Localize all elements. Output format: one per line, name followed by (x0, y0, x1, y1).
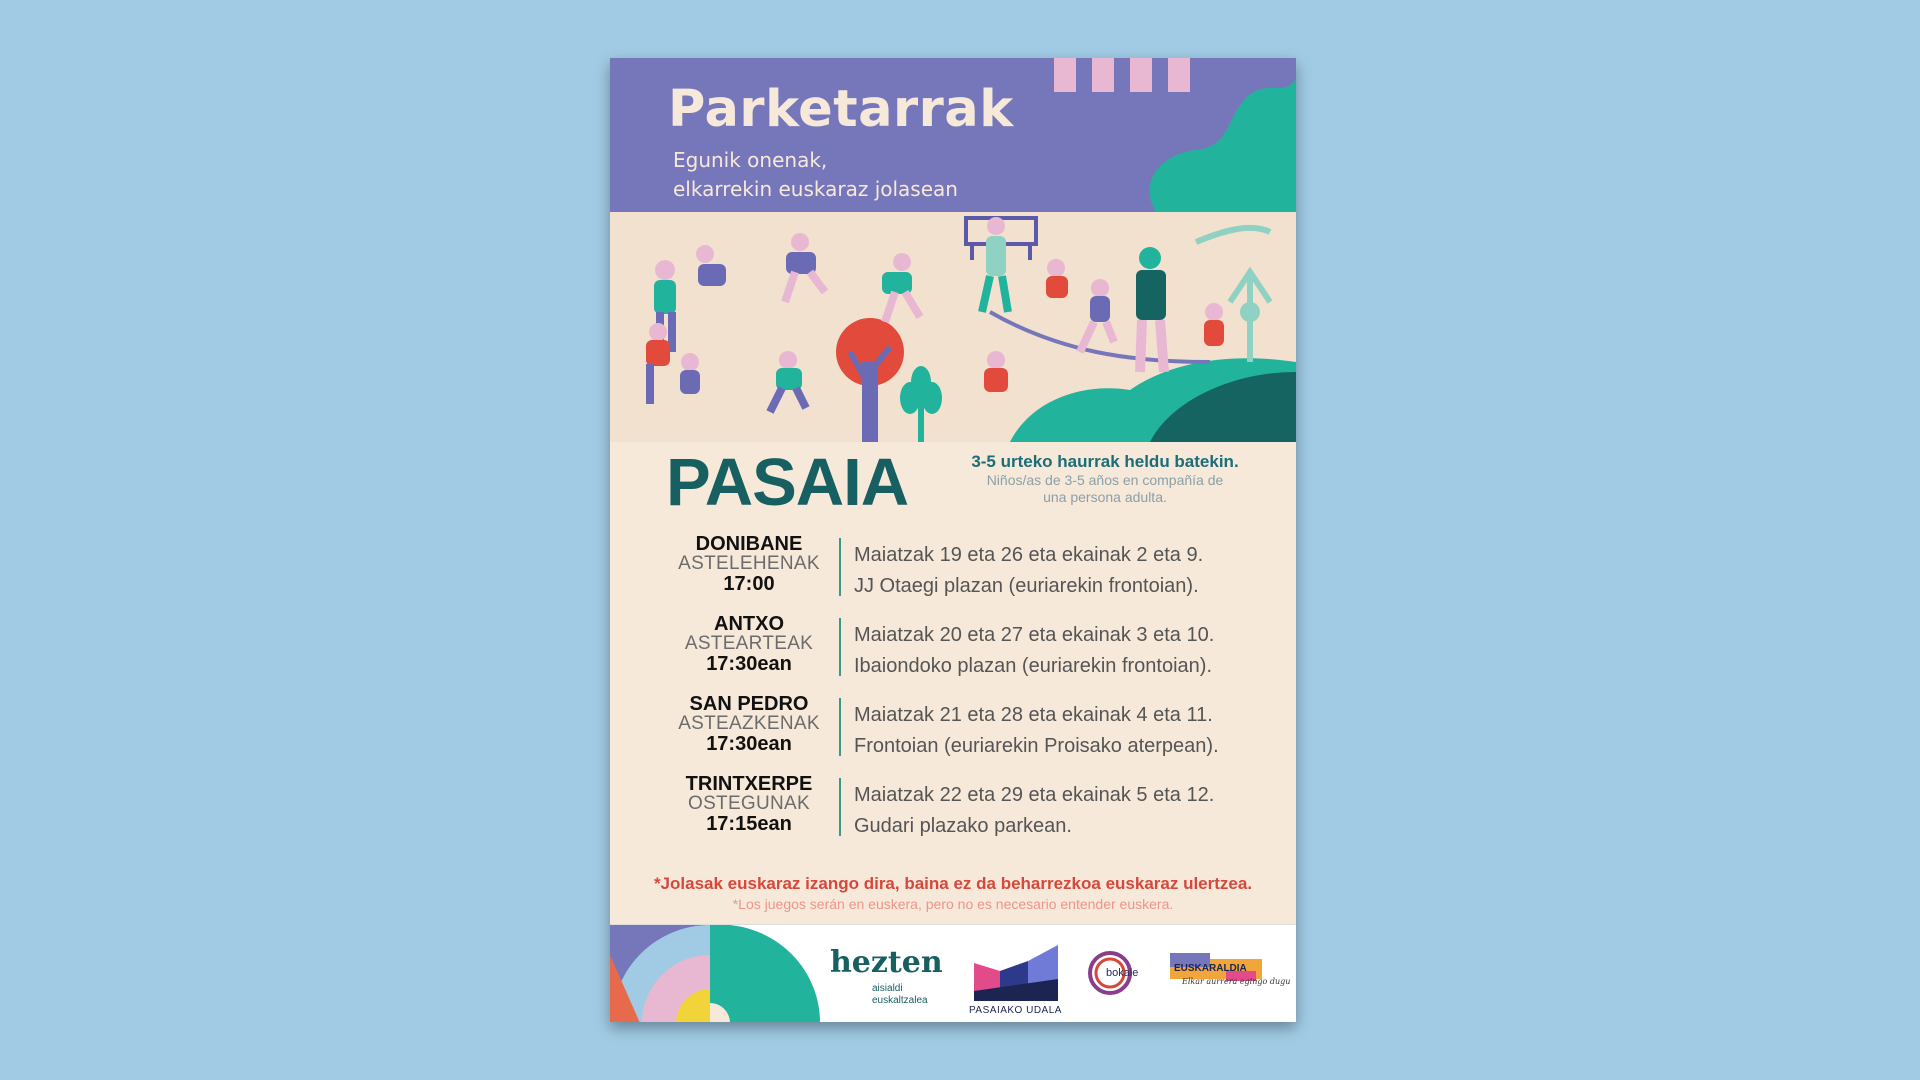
schedule-dates: Maiatzak 22 eta 29 eta ekainak 5 eta 12. (854, 784, 1215, 806)
schedule-day: ASTEAZKENAK (678, 713, 820, 734)
age-info-eu: 3-5 urteko haurrak heldu batekin. (971, 452, 1239, 471)
schedule-venue: JJ Otaegi plazan (euriarekin frontoian). (854, 575, 1199, 597)
subtitle-line-2: elkarrekin euskaraz jolasean (673, 177, 958, 201)
schedule-row (670, 614, 1270, 694)
schedule-when (670, 694, 828, 754)
schedule-when (670, 534, 828, 594)
schedule-day: ASTELEHENAK (678, 553, 820, 574)
schedule-divider (839, 698, 841, 756)
poster-header (610, 58, 1296, 212)
euskaraldia-text: EUSKARALDIA (1174, 963, 1247, 974)
schedule-row (670, 694, 1270, 774)
place-title: PASAIA (666, 445, 909, 520)
age-info-es-line-2: una persona adulta. (1043, 489, 1167, 505)
schedule-row (670, 774, 1270, 854)
euskaraldia-logo (1166, 951, 1266, 997)
subtitle-line-1: Egunik onenak, (673, 148, 828, 172)
poster-title: Parketarrak (668, 80, 1014, 139)
schedule-when (670, 614, 828, 674)
schedule-day: ASTEARTEAK (684, 633, 814, 654)
age-info (945, 452, 1265, 506)
decorative-blob-icon (1136, 58, 1296, 212)
schedule-location: TRINTXERPE (685, 773, 813, 795)
footer-decoration-icon (610, 925, 820, 1022)
hezten-sub-line-1: aisialdi (872, 983, 903, 994)
schedule-time: 17:15ean (706, 813, 792, 835)
euskaraldia-subtitle: Elkar aurrera egingo dugu (1182, 977, 1291, 986)
schedule-divider (839, 538, 841, 596)
schedule-details (854, 700, 1219, 762)
schedule-dates: Maiatzak 19 eta 26 eta ekainak 2 eta 9. (854, 544, 1204, 566)
schedule-details (854, 620, 1214, 682)
schedule-details (854, 780, 1214, 842)
pasaiako-udala-logo (970, 941, 1062, 1011)
schedule-divider (839, 778, 841, 836)
schedule-time: 17:30ean (706, 733, 792, 755)
schedule-location: ANTXO (714, 613, 784, 635)
schedule-row (670, 534, 1270, 614)
schedule-location: SAN PEDRO (689, 693, 809, 715)
schedule-dates: Maiatzak 20 eta 27 eta ekainak 3 eta 10. (854, 624, 1215, 646)
schedule-venue: Frontoian (euriarekin Proisako aterpean). (854, 735, 1219, 757)
playing-children-illustration (610, 212, 1296, 442)
schedule-when (670, 774, 828, 834)
schedule-venue: Ibaiondoko plazan (euriarekin frontoian). (854, 655, 1212, 677)
schedule-location: DONIBANE (695, 533, 803, 555)
schedule-time: 17:00 (723, 573, 775, 595)
schedule-day: OSTEGUNAK (688, 793, 810, 814)
schedule-time: 17:30ean (706, 653, 792, 675)
pasaiako-udala-text: PASAIAKO UDALA (969, 1005, 1062, 1016)
schedule-details (854, 540, 1203, 602)
note-eu: *Jolasak euskaraz izango dira, baina ez da beharrezkoa euskaraz ulertzea. (653, 874, 1253, 893)
poster-subtitle (673, 146, 958, 204)
bokale-text: bokale (1106, 967, 1139, 979)
note-es: *Los juegos serán en euskera, pero no es necesario entender euskera. (732, 896, 1174, 912)
schedule-dates: Maiatzak 21 eta 28 eta ekainak 4 eta 11. (854, 704, 1213, 726)
hezten-sub-line-2: euskaltzalea (872, 995, 928, 1006)
age-info-es-line-1: Niños/as de 3-5 años en compañía de (986, 472, 1224, 488)
poster (610, 58, 1296, 1022)
hezten-logo: hezten (830, 945, 943, 980)
poster-footer (610, 924, 1296, 1022)
schedule-divider (839, 618, 841, 676)
hezten-subtitle (872, 983, 928, 1007)
schedule (670, 534, 1270, 854)
schedule-venue: Gudari plazako parkean. (854, 815, 1072, 837)
